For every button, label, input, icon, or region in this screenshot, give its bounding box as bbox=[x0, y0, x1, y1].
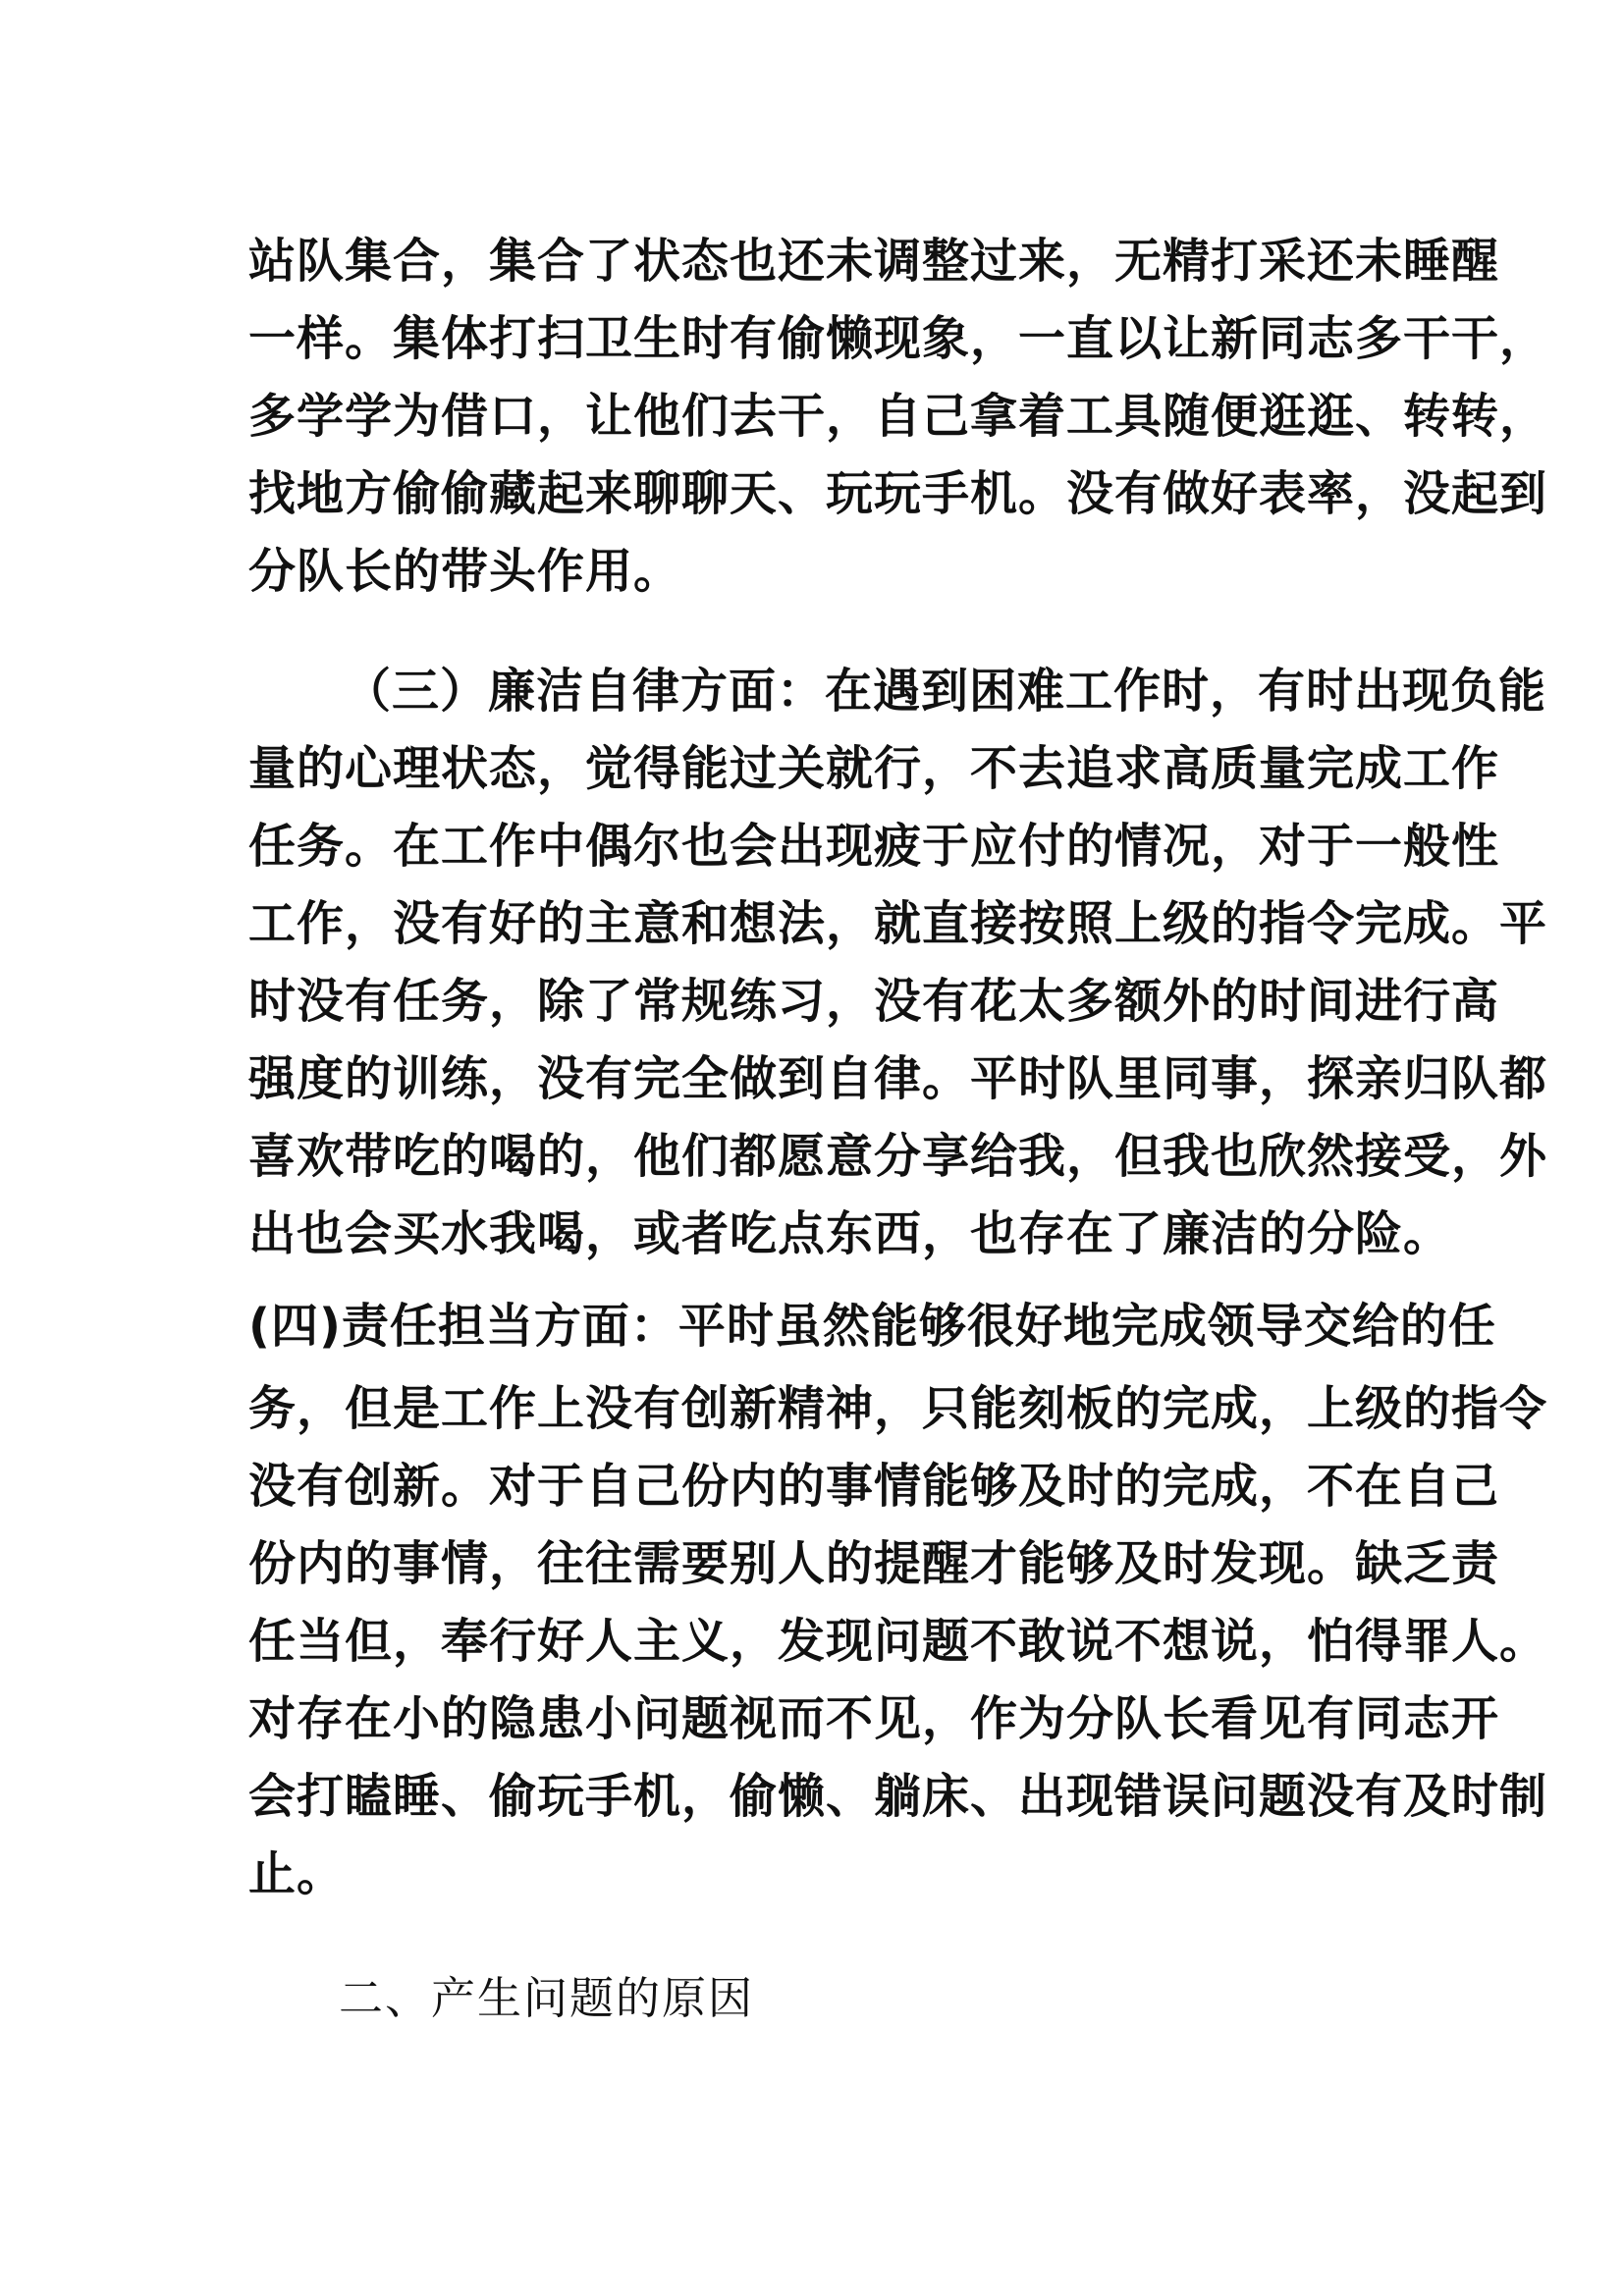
body-text-line: 多学学为借口，让他们去干，自己拿着工具随便逛逛、转转， bbox=[248, 389, 1548, 444]
body-text-line: 止。 bbox=[248, 1846, 346, 1901]
body-text-line: 强度的训练，没有完全做到自律。平时队里同事，探亲归队都 bbox=[248, 1051, 1548, 1106]
section-three-first-line: （三）廉洁自律方面：在遇到困难工作时，有时出现负能 bbox=[344, 664, 1547, 719]
body-text-line: 会打瞌睡、偷玩手机，偷懒、躺床、出现错误问题没有及时制 bbox=[248, 1769, 1548, 1824]
body-text-line: 找地方偷偷藏起来聊聊天、玩玩手机。没有做好表率，没起到 bbox=[248, 466, 1548, 521]
body-text-line: 务，但是工作上没有创新精神，只能刻板的完成，上级的指令 bbox=[248, 1381, 1548, 1436]
body-text-line: 出也会买水我喝，或者吃点东西，也存在了廉洁的分险。 bbox=[248, 1206, 1452, 1261]
body-text-line: 没有创新。对于自己份内的事情能够及时的完成，不在自己 bbox=[248, 1459, 1500, 1514]
body-text-line: 时没有任务，除了常规练习，没有花太多额外的时间进行高 bbox=[248, 974, 1500, 1029]
body-text-line: 份内的事情，往往需要别人的提醒才能够及时发现。缺乏责 bbox=[248, 1536, 1500, 1591]
body-text-line: 站队集合，集合了状态也还未调整过来，无精打采还未睡醒 bbox=[248, 234, 1500, 289]
section-four-first-line: (四)责任担当方面：平时虽然能够很好地完成领导交给的任 bbox=[248, 1299, 1496, 1354]
body-text-line: 量的心理状态，觉得能过关就行，不去追求高质量完成工作 bbox=[248, 741, 1500, 796]
section-heading: 二、产生问题的原因 bbox=[339, 1972, 755, 2024]
body-text-line: 任务。在工作中偶尔也会出现疲于应付的情况，对于一般性 bbox=[248, 819, 1500, 874]
body-text-line: 任当但，奉行好人主义，发现问题不敢说不想说，怕得罪人。 bbox=[248, 1614, 1548, 1669]
body-text-line: 工作，没有好的主意和想法，就直接按照上级的指令完成。平 bbox=[248, 896, 1548, 951]
body-text-line: 对存在小的隐患小问题视而不见，作为分队长看见有同志开 bbox=[248, 1691, 1500, 1746]
body-text-line: 喜欢带吃的喝的，他们都愿意分享给我，但我也欣然接受，外 bbox=[248, 1129, 1548, 1184]
body-text-line: 一样。集体打扫卫生时有偷懒现象，一直以让新同志多干干， bbox=[248, 311, 1548, 366]
body-text-line: 分队长的带头作用。 bbox=[248, 544, 682, 599]
